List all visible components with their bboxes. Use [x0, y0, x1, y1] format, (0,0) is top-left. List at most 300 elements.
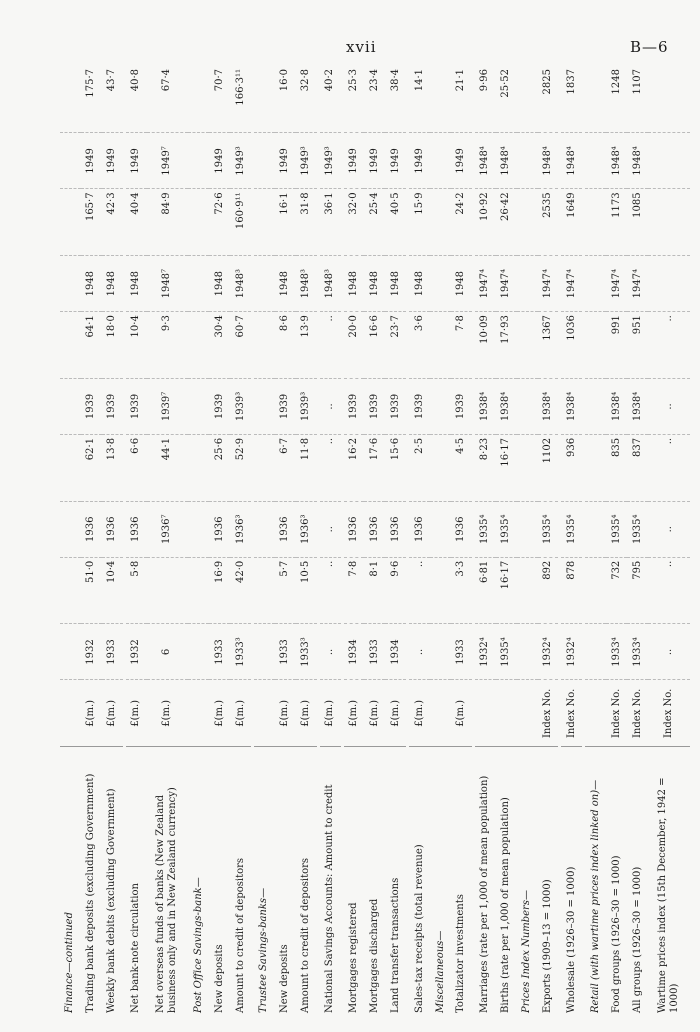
- value-cell: 16·17: [496, 557, 517, 624]
- empty-cell: [430, 501, 451, 557]
- value-cell: 2535: [538, 189, 559, 256]
- year-cell: ..: [320, 501, 341, 557]
- value-cell: 9·96: [479, 69, 491, 92]
- year-cell: 1948: [209, 256, 230, 312]
- table-row: [627, 66, 648, 1016]
- year-cell: 1933⁴: [606, 624, 627, 680]
- value-cell: 8·1: [364, 557, 385, 624]
- year-cell: 1949: [451, 133, 472, 189]
- year-cell: 1935⁴: [606, 501, 627, 557]
- value-cell: 10·4: [126, 312, 147, 379]
- table-row: [606, 66, 627, 1016]
- unit-cell: [475, 680, 496, 747]
- empty-cell: [254, 189, 275, 256]
- value-cell: 70·7: [213, 69, 225, 92]
- value-cell: 991: [606, 312, 627, 379]
- table-body: [60, 66, 690, 1016]
- empty-cell: [254, 66, 275, 133]
- table-row: [585, 66, 606, 1016]
- empty-cell: [517, 557, 538, 624]
- year-cell: 1948: [364, 256, 385, 312]
- value-cell: 1367: [538, 312, 559, 379]
- value-cell: 7·8: [451, 312, 472, 379]
- empty-cell: [254, 312, 275, 379]
- value-cell: 52·9: [230, 434, 251, 501]
- year-cell: 1948³: [230, 256, 251, 312]
- value-cell: 2·5: [409, 434, 430, 501]
- value-cell: 62·1: [81, 434, 102, 501]
- value-cell: 936: [561, 434, 582, 501]
- year-cell: 1949³: [230, 133, 251, 189]
- year-cell: ..: [648, 378, 690, 434]
- empty-cell: [60, 133, 81, 189]
- value-cell: 51·0: [81, 557, 102, 624]
- year-cell: 1932⁴: [561, 624, 582, 680]
- year-cell: 1933³: [296, 624, 317, 680]
- value-cell: ..: [648, 312, 690, 379]
- value-cell: 951: [627, 312, 648, 379]
- year-cell: 1939: [126, 378, 147, 434]
- table-row: [209, 66, 230, 1016]
- row-label: New deposits: [275, 747, 296, 1016]
- statistics-table-rotated: [60, 66, 690, 1016]
- value-cell: 1102: [538, 434, 559, 501]
- value-cell: 15·9: [409, 189, 430, 256]
- row-label: National Savings Accounts: Amount to credit: [320, 747, 341, 1016]
- value-cell: 11·8: [296, 434, 317, 501]
- table-row: [538, 66, 559, 1016]
- unit-cell: £(m.): [296, 680, 317, 747]
- row-label: Marriages (rate per 1,000 of mean population): [475, 747, 496, 1016]
- row-label: Mortgages discharged: [364, 747, 385, 1016]
- value-cell: 31·8: [296, 189, 317, 256]
- empty-cell: [60, 256, 81, 312]
- year-cell: 1939⁷: [147, 378, 189, 434]
- empty-cell: [517, 434, 538, 501]
- value-cell: 732: [606, 557, 627, 624]
- unit-cell: £(m.): [81, 680, 102, 747]
- value-cell: 10·4: [102, 557, 123, 624]
- value-cell: ..: [648, 434, 690, 501]
- unit-cell: £(m.): [409, 680, 430, 747]
- year-cell: 1936: [81, 501, 102, 557]
- year-cell: 1935⁴: [496, 624, 517, 680]
- value-cell: 21·1: [455, 69, 467, 92]
- value-cell: 4·5: [451, 434, 472, 501]
- row-label: Sales-tax receipts (total revenue): [409, 747, 430, 1016]
- value-cell: 1036: [561, 312, 582, 379]
- value-cell: ..: [409, 557, 430, 624]
- empty-cell: [254, 133, 275, 189]
- table-row: [561, 66, 582, 1016]
- unit-cell: £(m.): [209, 680, 230, 747]
- year-cell: 1934: [385, 624, 406, 680]
- year-cell: 1948⁴: [496, 133, 517, 189]
- value-cell: 15·6: [385, 434, 406, 501]
- year-cell: 1949³: [320, 133, 341, 189]
- year-cell: 1948: [81, 256, 102, 312]
- value-cell: 878: [561, 557, 582, 624]
- table-row: [496, 66, 517, 1016]
- value-cell: 25·52: [500, 69, 512, 98]
- year-cell: 1947⁴: [606, 256, 627, 312]
- table-row: [230, 66, 251, 1016]
- year-cell: 1948: [344, 256, 365, 312]
- value-cell: 13·9: [296, 312, 317, 379]
- value-cell: 42·0: [230, 557, 251, 624]
- value-cell: 10·5: [296, 557, 317, 624]
- empty-cell: [60, 680, 81, 747]
- value-cell: 1173: [606, 189, 627, 256]
- value-cell: 72·6: [209, 189, 230, 256]
- year-cell: 1936: [344, 501, 365, 557]
- empty-cell: [60, 189, 81, 256]
- value-cell: 166·3¹¹: [234, 69, 246, 106]
- year-cell: 1939: [102, 378, 123, 434]
- value-cell: [147, 557, 189, 624]
- year-cell: 1949: [102, 133, 123, 189]
- value-cell: 38·4: [389, 69, 401, 92]
- section-heading: Finance—continued: [60, 747, 81, 1016]
- value-cell: 165·7: [81, 189, 102, 256]
- row-label: Mortgages registered: [344, 747, 365, 1016]
- unit-cell: £(m.): [275, 680, 296, 747]
- value-cell: 1837: [565, 69, 577, 95]
- year-cell: [648, 133, 690, 189]
- empty-cell: [585, 66, 606, 133]
- table-row: [385, 66, 406, 1016]
- table-row: [102, 66, 123, 1016]
- row-label: Weekly bank debits (excluding Government): [102, 747, 123, 1016]
- year-cell: 1939: [209, 378, 230, 434]
- year-cell: 1934: [344, 624, 365, 680]
- value-cell: 25·6: [209, 434, 230, 501]
- empty-cell: [188, 501, 209, 557]
- row-label: New deposits: [209, 747, 230, 1016]
- year-cell: 1939: [275, 378, 296, 434]
- table-row: [275, 66, 296, 1016]
- value-cell: 24·2: [451, 189, 472, 256]
- page-number: xvii: [346, 38, 377, 56]
- value-cell: 84·9: [147, 189, 189, 256]
- unit-cell: Index No.: [538, 680, 559, 747]
- row-label: Exports (1909–13 = 1000): [538, 747, 559, 1016]
- value-cell: 16·17: [496, 434, 517, 501]
- unit-cell: [496, 680, 517, 747]
- year-cell: 1948⁷: [147, 256, 189, 312]
- value-cell: 18·0: [102, 312, 123, 379]
- row-label: Wartime prices index (15th December, 1942 = 1000): [648, 747, 690, 1016]
- value-cell: 160·9¹¹: [230, 189, 251, 256]
- year-cell: 1939³: [296, 378, 317, 434]
- value-cell: 42·3: [102, 189, 123, 256]
- year-cell: 1939: [451, 378, 472, 434]
- value-cell: 16·0: [279, 69, 291, 92]
- empty-cell: [585, 189, 606, 256]
- value-cell: 837: [627, 434, 648, 501]
- value-cell: 795: [627, 557, 648, 624]
- unit-cell: Index No.: [648, 680, 690, 747]
- table-row: [188, 66, 209, 1016]
- value-cell: 7·8: [344, 557, 365, 624]
- empty-cell: [60, 66, 81, 133]
- row-label: Amount to credit of depositors: [230, 747, 251, 1016]
- year-cell: 1948⁴: [475, 133, 496, 189]
- value-cell: 16·9: [209, 557, 230, 624]
- empty-cell: [517, 66, 538, 133]
- year-cell: 1936: [409, 501, 430, 557]
- empty-cell: [430, 189, 451, 256]
- row-label: Land transfer transactions: [385, 747, 406, 1016]
- empty-cell: [188, 557, 209, 624]
- year-cell: 1949: [81, 133, 102, 189]
- empty-cell: [517, 189, 538, 256]
- year-cell: ..: [320, 624, 341, 680]
- unit-cell: Index No.: [606, 680, 627, 747]
- table-row: [296, 66, 317, 1016]
- empty-cell: [254, 557, 275, 624]
- section-heading: Retail (with wartime prices index linked on)—: [585, 747, 606, 1016]
- value-cell: 1649: [561, 189, 582, 256]
- year-cell: 1939: [81, 378, 102, 434]
- year-cell: ..: [409, 624, 430, 680]
- empty-cell: [517, 624, 538, 680]
- year-cell: 1947⁴: [496, 256, 517, 312]
- year-cell: 1948⁴: [606, 133, 627, 189]
- empty-cell: [254, 501, 275, 557]
- empty-cell: [430, 256, 451, 312]
- table-row: [320, 66, 341, 1016]
- year-cell: 1936: [126, 501, 147, 557]
- year-cell: [648, 256, 690, 312]
- value-cell: 6·81: [475, 557, 496, 624]
- empty-cell: [517, 133, 538, 189]
- year-cell: ..: [320, 378, 341, 434]
- value-cell: 25·3: [348, 69, 360, 92]
- year-cell: 1949: [409, 133, 430, 189]
- year-cell: 1933: [364, 624, 385, 680]
- year-cell: 1948: [275, 256, 296, 312]
- value-cell: 10·92: [475, 189, 496, 256]
- value-cell: 44·1: [147, 434, 189, 501]
- value-cell: 3·6: [409, 312, 430, 379]
- year-cell: ..: [648, 501, 690, 557]
- year-cell: 1948: [409, 256, 430, 312]
- value-cell: 40·2: [324, 69, 336, 92]
- year-cell: 1936: [102, 501, 123, 557]
- empty-cell: [188, 378, 209, 434]
- year-cell: 1949: [126, 133, 147, 189]
- year-cell: 1932⁴: [538, 624, 559, 680]
- row-label: Amount to credit of depositors: [296, 747, 317, 1016]
- value-cell: 23·7: [385, 312, 406, 379]
- year-cell: 1936: [385, 501, 406, 557]
- value-cell: 40·8: [130, 69, 142, 92]
- year-cell: 1948: [385, 256, 406, 312]
- year-cell: 1938⁴: [627, 378, 648, 434]
- year-cell: 1939: [344, 378, 365, 434]
- year-cell: 1933: [451, 624, 472, 680]
- year-cell: 1938⁴: [496, 378, 517, 434]
- row-label: Net bank-note circulation: [126, 747, 147, 1016]
- year-cell: 1936³: [296, 501, 317, 557]
- year-cell: 1947⁴: [561, 256, 582, 312]
- year-cell: 1947⁴: [475, 256, 496, 312]
- year-cell: 1948³: [296, 256, 317, 312]
- unit-cell: £(m.): [451, 680, 472, 747]
- value-cell: 36·1: [320, 189, 341, 256]
- unit-cell: £(m.): [320, 680, 341, 747]
- value-cell: 5·8: [126, 557, 147, 624]
- year-cell: 1948⁴: [538, 133, 559, 189]
- empty-cell: [585, 256, 606, 312]
- empty-cell: [254, 624, 275, 680]
- empty-cell: [254, 680, 275, 747]
- value-cell: 1107: [631, 69, 643, 95]
- year-cell: 1938⁴: [538, 378, 559, 434]
- empty-cell: [430, 434, 451, 501]
- value-cell: 20·0: [344, 312, 365, 379]
- value-cell: 43·7: [106, 69, 118, 92]
- empty-cell: [254, 256, 275, 312]
- unit-cell: Index No.: [561, 680, 582, 747]
- year-cell: 1933³: [230, 624, 251, 680]
- table-row: [254, 66, 275, 1016]
- empty-cell: [188, 256, 209, 312]
- year-cell: 1936: [209, 501, 230, 557]
- empty-cell: [585, 434, 606, 501]
- table-row: [451, 66, 472, 1016]
- unit-cell: £(m.): [126, 680, 147, 747]
- empty-cell: [60, 434, 81, 501]
- empty-cell: [585, 557, 606, 624]
- empty-cell: [517, 256, 538, 312]
- empty-cell: [188, 189, 209, 256]
- row-label: Births (rate per 1,000 of mean population): [496, 747, 517, 1016]
- empty-cell: [585, 680, 606, 747]
- year-cell: 1949: [385, 133, 406, 189]
- row-label: Wholesale (1926–30 = 1000): [561, 747, 582, 1016]
- empty-cell: [430, 557, 451, 624]
- empty-cell: [430, 680, 451, 747]
- year-cell: 1939: [385, 378, 406, 434]
- empty-cell: [585, 133, 606, 189]
- value-cell: 25·4: [364, 189, 385, 256]
- value-cell: 6·7: [275, 434, 296, 501]
- empty-cell: [517, 378, 538, 434]
- section-heading: Trustee Savings-banks—: [254, 747, 275, 1016]
- empty-cell: [60, 312, 81, 379]
- year-cell: 1947⁴: [538, 256, 559, 312]
- empty-cell: [188, 680, 209, 747]
- row-label: Food groups (1926–30 = 1000): [606, 747, 627, 1016]
- table-row: [126, 66, 147, 1016]
- empty-cell: [585, 624, 606, 680]
- year-cell: 1935⁴: [475, 501, 496, 557]
- year-cell: 1948⁴: [561, 133, 582, 189]
- year-cell: 1936³: [230, 501, 251, 557]
- year-cell: 1935⁴: [496, 501, 517, 557]
- value-cell: 30·4: [209, 312, 230, 379]
- section-heading: Prices Index Numbers—: [517, 747, 538, 1016]
- year-cell: 1938⁴: [606, 378, 627, 434]
- value-cell: 10·09: [475, 312, 496, 379]
- table-row: [147, 66, 189, 1016]
- table-row: [364, 66, 385, 1016]
- year-cell: 1949: [364, 133, 385, 189]
- value-cell: 40·4: [126, 189, 147, 256]
- year-cell: 1948⁴: [627, 133, 648, 189]
- value-cell: 64·1: [81, 312, 102, 379]
- value-cell: 8·6: [275, 312, 296, 379]
- year-cell: 1948: [126, 256, 147, 312]
- value-cell: ..: [648, 557, 690, 624]
- empty-cell: [188, 66, 209, 133]
- section-heading: Miscellaneous—: [430, 747, 451, 1016]
- year-cell: 1936: [451, 501, 472, 557]
- value-cell: 17·6: [364, 434, 385, 501]
- table-row: [475, 66, 496, 1016]
- year-cell: 1933: [102, 624, 123, 680]
- value-cell: 3·3: [451, 557, 472, 624]
- table-row: [344, 66, 365, 1016]
- table-row: [409, 66, 430, 1016]
- sheet-code: B—6: [630, 38, 669, 56]
- year-cell: 1933⁴: [627, 624, 648, 680]
- value-cell: 16·1: [275, 189, 296, 256]
- empty-cell: [188, 312, 209, 379]
- year-cell: 1933: [275, 624, 296, 680]
- empty-cell: [60, 557, 81, 624]
- value-cell: 5·7: [275, 557, 296, 624]
- unit-cell: £(m.): [147, 680, 189, 747]
- empty-cell: [188, 133, 209, 189]
- table-row: [517, 66, 538, 1016]
- value-cell: 175·7: [85, 69, 97, 98]
- empty-cell: [254, 434, 275, 501]
- row-label: All groups (1926–30 = 1000): [627, 747, 648, 1016]
- empty-cell: [430, 312, 451, 379]
- value-cell: 13·8: [102, 434, 123, 501]
- value-cell: 17·93: [496, 312, 517, 379]
- unit-cell: £(m.): [102, 680, 123, 747]
- year-cell: 1949: [344, 133, 365, 189]
- table-row: [430, 66, 451, 1016]
- year-cell: 1938⁴: [561, 378, 582, 434]
- year-cell: 1947⁴: [627, 256, 648, 312]
- year-cell: 1939: [409, 378, 430, 434]
- empty-cell: [188, 434, 209, 501]
- year-cell: 1949: [275, 133, 296, 189]
- year-cell: 1949⁷: [147, 133, 189, 189]
- empty-cell: [430, 624, 451, 680]
- value-cell: ..: [320, 434, 341, 501]
- empty-cell: [430, 133, 451, 189]
- year-cell: 1948³: [320, 256, 341, 312]
- year-cell: 1948: [102, 256, 123, 312]
- value-cell: 8·23: [475, 434, 496, 501]
- empty-cell: [60, 378, 81, 434]
- empty-cell: [254, 378, 275, 434]
- value-cell: 32·8: [300, 69, 312, 92]
- value-cell: 9·6: [385, 557, 406, 624]
- year-cell: 1936: [364, 501, 385, 557]
- table-row: [81, 66, 102, 1016]
- row-label: Trading bank deposits (excluding Government): [81, 747, 102, 1016]
- empty-cell: [430, 66, 451, 133]
- year-cell: 1936: [275, 501, 296, 557]
- empty-cell: [585, 501, 606, 557]
